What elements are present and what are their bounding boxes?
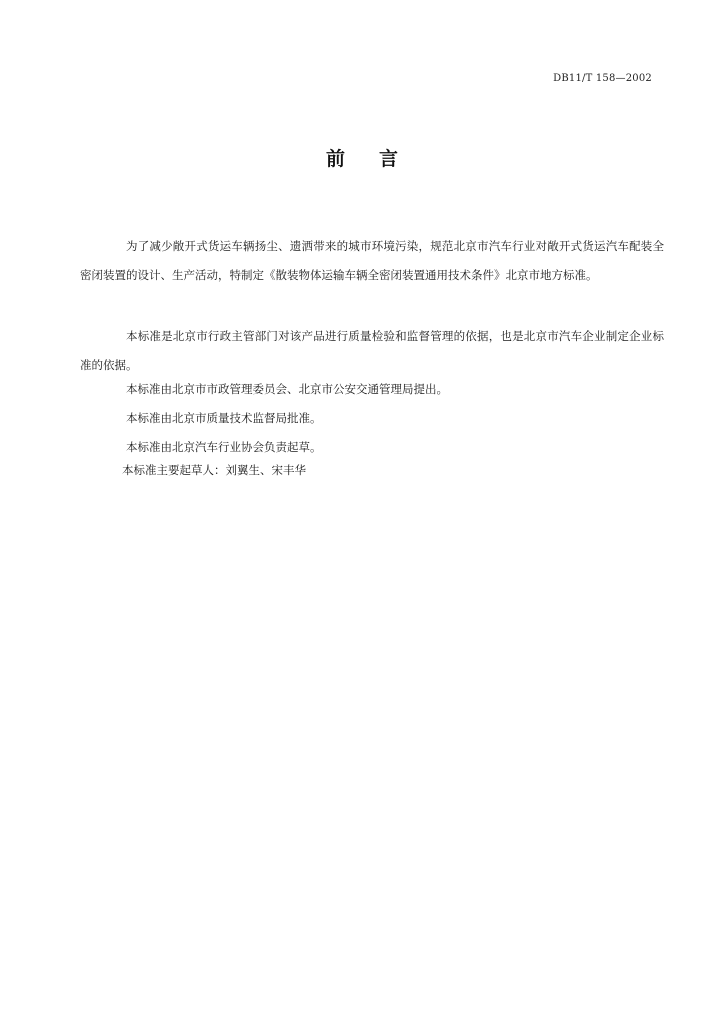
paragraph-text: 本标准是北京市行政主管部门对该产品进行质量检验和监督管理的依据，也是北京市汽车企业制定企业标准的依据。 (80, 329, 664, 372)
paragraph-text: 为了减少敞开式货运车辆扬尘、遗洒带来的城市环境污染，规范北京市汽车行业对敞开式货运汽车配装全密闭装置的设计、生产活动，特制定《散装物体运输车辆全密闭装置通用技术条件》北京市地方标准。 (80, 239, 664, 282)
paragraph-approver: 本标准由北京市质量技术监督局批准。 (126, 411, 322, 425)
paragraph-main-drafters: 本标准主要起草人：刘翼生、宋丰华 (122, 463, 306, 477)
document-code: DB11/T 158—2002 (553, 73, 652, 84)
paragraph-drafter: 本标准由北京汽车行业协会负责起草。 (126, 440, 322, 454)
paragraph-purpose (80, 232, 664, 290)
page-title: 前言 (325, 148, 432, 170)
paragraph-basis (80, 322, 664, 380)
paragraph-proposer: 本标准由北京市市政管理委员会、北京市公安交通管理局提出。 (126, 382, 448, 396)
